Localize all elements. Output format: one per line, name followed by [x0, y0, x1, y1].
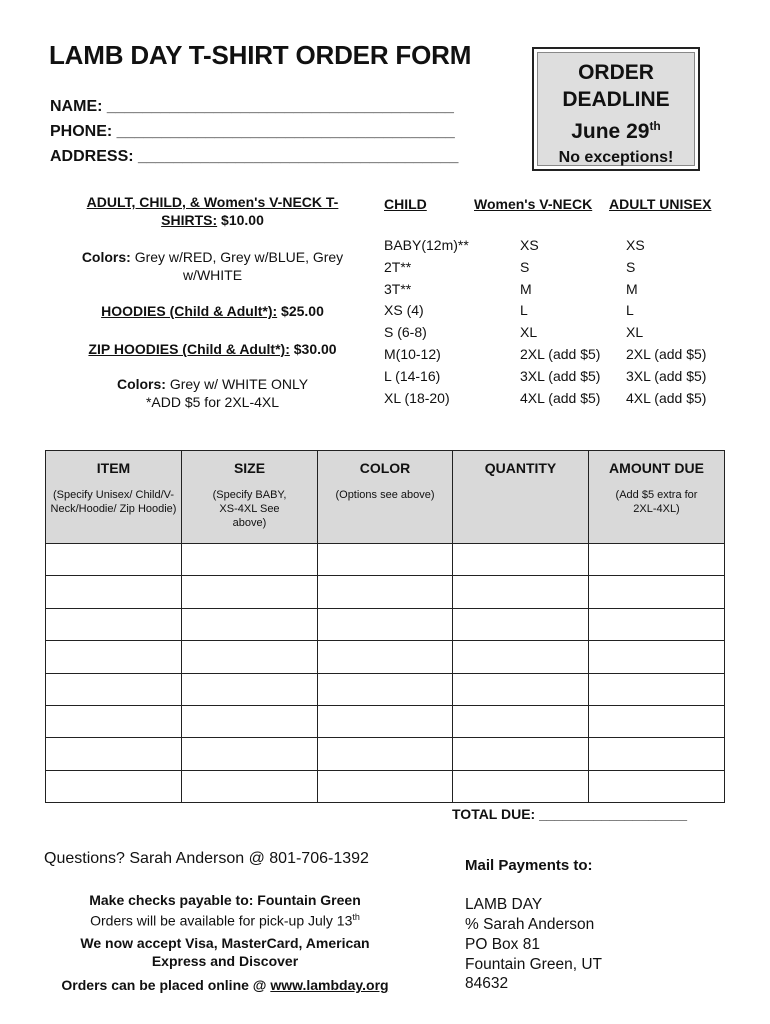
column-header-color: COLOR (Options see above)	[318, 451, 453, 544]
size-item: S	[626, 258, 636, 275]
size-item: 2XL (add $5)	[626, 345, 707, 362]
order-cell[interactable]	[589, 608, 725, 640]
order-cell[interactable]	[318, 770, 453, 802]
zip-note: *ADD $5 for 2XL-4XL	[145, 394, 280, 410]
size-item: XS	[626, 237, 645, 253]
address-field[interactable]: ADDRESS: ____________________________________	[50, 148, 459, 165]
shirts-colors: Colors: Grey w/RED, Grey w/BLUE, Grey w/WHITE	[81, 249, 344, 283]
order-cell[interactable]	[182, 608, 318, 640]
size-item: M	[626, 280, 638, 297]
size-item: XL (18-20)	[384, 389, 450, 406]
adult-size-header: ADULT UNISEX	[609, 196, 712, 212]
order-cell[interactable]	[589, 544, 725, 576]
child-size-list	[384, 235, 469, 409]
vneck-size-list	[520, 235, 600, 409]
table-row	[46, 544, 725, 576]
order-online: Orders can be placed online @ www.lambday.org	[61, 977, 389, 993]
adult-size-list	[626, 235, 706, 409]
order-cell[interactable]	[182, 641, 318, 673]
pickup-date: Orders will be available for pick-up July 13th	[90, 912, 360, 929]
order-cell[interactable]	[46, 673, 182, 705]
order-cell[interactable]	[46, 705, 182, 737]
size-item: M(10-12)	[384, 345, 441, 362]
order-deadline-box	[532, 47, 700, 171]
table-row	[46, 641, 725, 673]
order-cell[interactable]	[182, 770, 318, 802]
table-row	[46, 576, 725, 608]
size-item: S (6-8)	[384, 324, 427, 341]
mail-address-line: 84632	[465, 975, 509, 992]
order-cell[interactable]	[453, 608, 589, 640]
child-size-header: CHILD	[384, 196, 427, 212]
form-title: LAMB DAY T-SHIRT ORDER FORM	[49, 40, 472, 70]
mail-address-line: LAMB DAY	[465, 896, 543, 913]
total-due-field[interactable]: TOTAL DUE: ___________________	[452, 806, 688, 822]
table-row	[46, 770, 725, 802]
order-cell[interactable]	[453, 673, 589, 705]
zip-colors: Colors: Grey w/ WHITE ONLY	[116, 376, 309, 392]
column-header-size: SIZE (Specify BABY, XS-4XL See above)	[182, 451, 318, 544]
mail-address-line: PO Box 81	[465, 936, 540, 953]
size-item: 4XL (add $5)	[626, 389, 707, 406]
size-item: XS	[520, 237, 539, 253]
order-cell[interactable]	[182, 576, 318, 608]
size-item: 2T**	[384, 258, 412, 275]
table-row	[46, 738, 725, 770]
size-item: 3XL (add $5)	[520, 367, 601, 384]
column-header-amount-due: AMOUNT DUE (Add $5 extra for 2XL-4XL)	[589, 451, 725, 544]
order-cell[interactable]	[318, 673, 453, 705]
shirts-price: ADULT, CHILD, & Women's V-NECK T-SHIRTS: $10.00	[86, 194, 339, 228]
order-cell[interactable]	[589, 705, 725, 737]
order-cell[interactable]	[46, 576, 182, 608]
order-cell[interactable]	[46, 738, 182, 770]
order-cell[interactable]	[589, 738, 725, 770]
website-link[interactable]: www.lambday.org	[270, 977, 389, 993]
order-cell[interactable]	[589, 673, 725, 705]
size-item: L	[520, 302, 528, 319]
phone-field[interactable]: PHONE: ______________________________________	[50, 123, 455, 140]
order-cell[interactable]	[453, 641, 589, 673]
order-cell[interactable]	[318, 705, 453, 737]
order-rows	[46, 544, 725, 803]
name-field[interactable]: NAME: _______________________________________	[50, 98, 454, 115]
order-cell[interactable]	[318, 576, 453, 608]
table-row	[46, 608, 725, 640]
mail-address-line: % Sarah Anderson	[465, 916, 595, 933]
order-cell[interactable]	[46, 544, 182, 576]
order-cell[interactable]	[453, 770, 589, 802]
order-cell[interactable]	[182, 673, 318, 705]
order-cell[interactable]	[182, 738, 318, 770]
size-item: BABY(12m)**	[384, 237, 469, 253]
order-cell[interactable]	[182, 544, 318, 576]
order-cell[interactable]	[453, 738, 589, 770]
order-cell[interactable]	[318, 641, 453, 673]
table-header-row	[46, 451, 725, 544]
hoodies-price: HOODIES (Child & Adult*): $25.00	[101, 303, 324, 319]
order-cell[interactable]	[589, 576, 725, 608]
order-cell[interactable]	[318, 738, 453, 770]
size-item: 4XL (add $5)	[520, 389, 601, 406]
order-cell[interactable]	[318, 608, 453, 640]
order-cell[interactable]	[453, 705, 589, 737]
mail-address-line: Fountain Green, UT	[465, 956, 602, 973]
zip-hoodies-price: ZIP HOODIES (Child & Adult*): $30.00	[88, 341, 337, 357]
deadline-note: No exceptions!	[558, 149, 674, 166]
cards-accepted: We now accept Visa, MasterCard, American Express and Discover	[80, 935, 370, 969]
order-cell[interactable]	[46, 770, 182, 802]
size-item: M	[520, 280, 532, 297]
questions-contact: Questions? Sarah Anderson @ 801-706-1392	[44, 850, 369, 867]
size-item: XL	[520, 324, 538, 341]
column-header-quantity: QUANTITY	[453, 451, 589, 544]
order-cell[interactable]	[453, 544, 589, 576]
order-cell[interactable]	[46, 608, 182, 640]
size-item: XL	[626, 324, 644, 341]
column-header-item: ITEM (Specify Unisex/ Child/V-Neck/Hoodie/ Zip Hoodie)	[46, 451, 182, 544]
size-item: XS (4)	[384, 302, 424, 319]
order-cell[interactable]	[318, 544, 453, 576]
deadline-line-2: DEADLINE	[562, 88, 670, 111]
size-item: 3T**	[384, 280, 412, 297]
table-row	[46, 673, 725, 705]
checks-payable: Make checks payable to: Fountain Green	[89, 892, 361, 908]
size-item: 3XL (add $5)	[626, 367, 707, 384]
size-item: S	[520, 258, 530, 275]
size-item: L	[626, 302, 634, 319]
order-cell[interactable]	[453, 576, 589, 608]
size-item: L (14-16)	[384, 367, 441, 384]
mail-payments-heading: Mail Payments to:	[465, 857, 593, 874]
size-item: 2XL (add $5)	[520, 345, 601, 362]
order-table	[45, 450, 725, 803]
deadline-date: June 29th	[571, 119, 661, 143]
vneck-size-header: Women's V-NECK	[474, 196, 593, 212]
table-row	[46, 705, 725, 737]
order-cell[interactable]	[182, 705, 318, 737]
order-cell[interactable]	[46, 641, 182, 673]
order-cell[interactable]	[589, 770, 725, 802]
order-cell[interactable]	[589, 641, 725, 673]
deadline-line-1: ORDER	[578, 61, 654, 84]
